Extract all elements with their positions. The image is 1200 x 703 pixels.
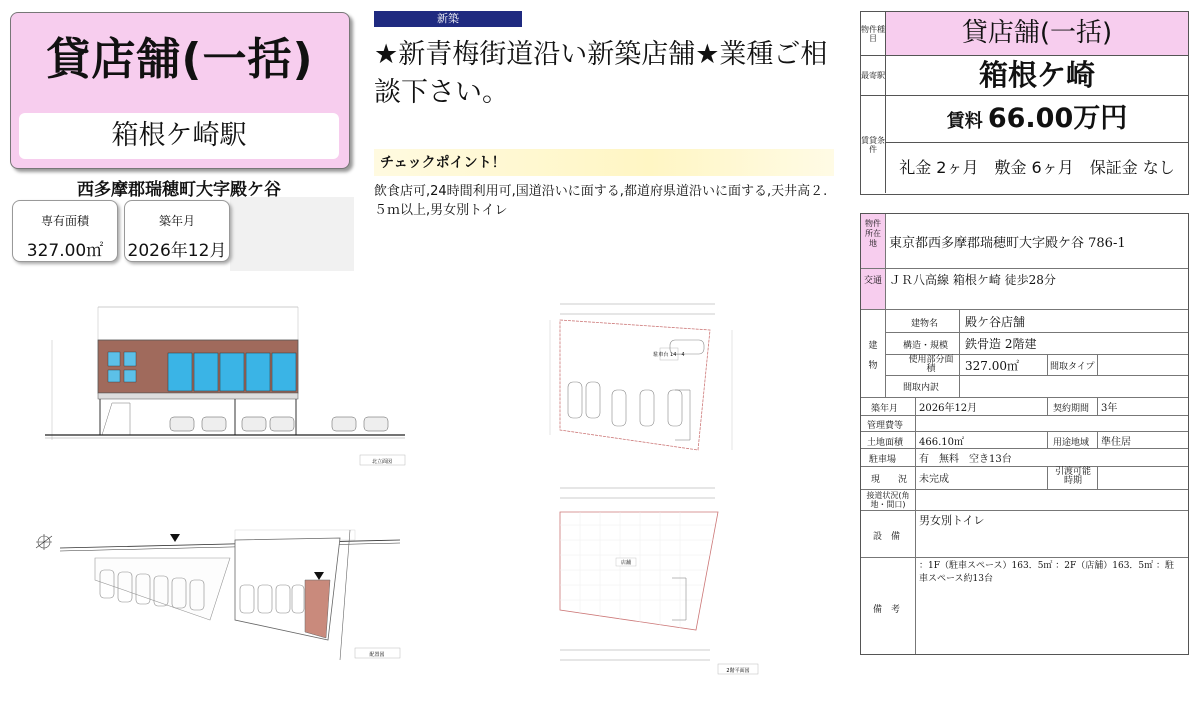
status-value: 未完成: [919, 474, 949, 485]
summary-rent-row: [861, 96, 1188, 193]
summary-type-label: 物件種目: [861, 12, 886, 55]
rent-value: 66.00万円: [987, 103, 1128, 134]
summary-type-row: [861, 12, 1188, 56]
area-card: [12, 200, 118, 262]
building-name-label: 建物名: [911, 319, 939, 329]
remarks-value: ：1F（駐車スペース）163．5㎡ ：2F（店舗）163．5㎡ ：駐車スペース約13台: [919, 561, 1175, 584]
status-label: 現 況: [871, 475, 908, 485]
building-name-value: 殿ケ谷店舗: [965, 315, 1026, 329]
site-caption: 配置図: [369, 652, 385, 658]
road-label: 接道状況(角地・間口): [866, 491, 910, 509]
summary-table: [860, 11, 1189, 195]
summary-station-value: 箱根ケ崎: [978, 58, 1095, 92]
parking-value: 有 無料 空き13台: [919, 454, 1012, 465]
zoning-label: 用途地域: [1053, 438, 1090, 448]
built-label: 築年月: [158, 214, 195, 228]
property-type-title: 貸店舗(一括): [46, 34, 314, 85]
layout-type-label: 間取タイプ: [1050, 362, 1095, 372]
handover-label: 引渡可能時期: [1054, 467, 1091, 486]
built-year-label: 築年月: [871, 404, 899, 414]
floor2-plan-drawing: [520, 480, 760, 680]
usage-area-label: 使用部分面積: [908, 355, 954, 374]
rent-prefix: 賃料: [946, 111, 983, 132]
land-area-value: 466.10㎡: [919, 437, 964, 448]
facility-value: 男女別トイレ: [919, 514, 985, 527]
floor1-plan-drawing: [520, 290, 760, 460]
usage-area-value: 327.00㎡: [965, 359, 1019, 373]
transport-label: 交通: [863, 276, 882, 286]
shop-label: 店舗: [620, 560, 632, 566]
location-label: 物件所在地: [865, 219, 881, 248]
contract-label: 契約期間: [1053, 404, 1090, 414]
built-year-value: 2026年12月: [919, 403, 978, 414]
property-type-card: [10, 12, 350, 169]
building-label: 建物: [868, 341, 878, 371]
floor2-caption: 2階平面図: [726, 668, 750, 674]
summary-type-value: 貸店舗(一括): [886, 12, 1188, 55]
rent-conditions: 礼金 2ヶ月 敷金 6ヶ月 保証金 なし: [899, 158, 1175, 177]
built-value: 2026年12月: [127, 241, 227, 261]
summary-rent-label: 賃貸条件: [861, 96, 886, 193]
checkpoint-title: チェックポイント！: [380, 155, 506, 171]
summary-station-row: [861, 56, 1188, 96]
land-area-label: 土地面積: [867, 438, 904, 448]
built-card: [124, 200, 230, 262]
transport-value: ＪＲ八高線 箱根ケ崎 徒歩28分: [889, 273, 1056, 287]
checkpoint-body: 飲食店可,24時間利用可,国道沿いに面する,都道府県道沿いに面する,天井高２.５ｍ以上,男女別トイレ: [374, 184, 828, 218]
station-name: 箱根ケ崎駅: [19, 113, 339, 159]
summary-station-label: 最寄駅: [861, 56, 886, 95]
elevation-caption: 北立面図: [371, 459, 393, 465]
headline: ★新青梅街道沿い新築店舗★業種ご相談下さい。: [374, 39, 828, 108]
compass-icon: [36, 534, 52, 550]
location-value: 東京都西多摩郡瑞穂町大字殿ケ谷 786-1: [889, 236, 1126, 251]
mgmt-label: 管理費等: [867, 421, 904, 431]
remarks-label: 備 考: [873, 605, 901, 615]
summary-rent-cell: [886, 96, 1188, 193]
area-value: 327.00㎡: [26, 241, 104, 261]
area-label: 専有面積: [40, 214, 89, 228]
elevation-drawing: [30, 295, 410, 470]
zoning-value: 準住居: [1101, 437, 1131, 448]
facility-label: 設 備: [873, 532, 901, 542]
contract-value: 3年: [1101, 403, 1118, 414]
structure-value: 鉄骨造 2階建: [965, 337, 1037, 351]
floor1-caption: 駐車台 14－4: [653, 352, 685, 358]
background-panel: [230, 197, 354, 271]
detail-table: [860, 213, 1189, 655]
address-short: 西多摩郡瑞穂町大字殿ケ谷: [77, 180, 281, 200]
structure-label: 構造・規模: [903, 341, 949, 351]
site-plan-drawing: [30, 510, 410, 665]
parking-label: 駐車場: [869, 455, 897, 465]
new-badge: 新築: [374, 11, 522, 27]
layout-detail-label: 間取内訳: [903, 383, 940, 393]
